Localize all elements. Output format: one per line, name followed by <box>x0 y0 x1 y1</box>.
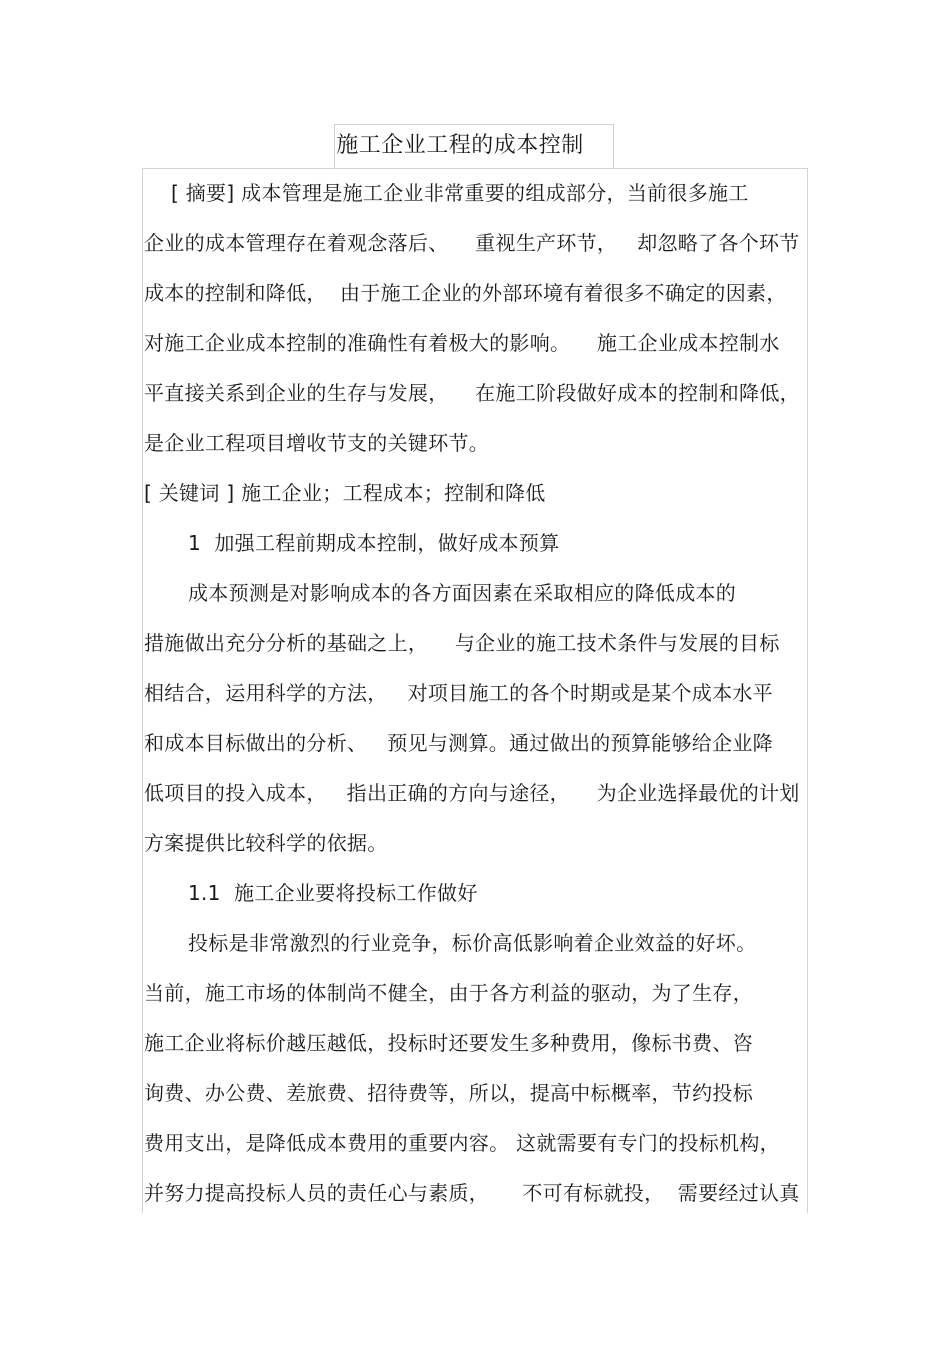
abstract-line-6: 是企业工程项目增收节支的关键环节。 <box>144 431 490 455</box>
document-title: 施工企业工程的成本控制 <box>336 133 584 158</box>
abstract-line-3: 成本的控制和降低， 由于施工企业的外部环境有着很多不确定的因素， <box>144 281 787 305</box>
paragraph-1-line-1: 成本预测是对影响成本的各方面因素在采取相应的降低成本的 <box>188 581 737 605</box>
abstract-line-2: 企业的成本管理存在着观念落后、 重视生产环节， 却忽略了各个环节 <box>144 231 800 255</box>
section-heading-1-1: 1.1 施工企业要将投标工作做好 <box>188 881 478 905</box>
paragraph-2-line-2: 当前，施工市场的体制尚不健全，由于各方利益的驱动，为了生存， <box>144 981 753 1005</box>
paragraph-2-line-1: 投标是非常激烈的行业竞争，标价高低影响着企业效益的好坏。 <box>188 931 757 955</box>
abstract-line-1: [ 摘要] 成本管理是施工企业非常重要的组成部分，当前很多施工 <box>171 181 749 205</box>
paragraph-1-line-3: 相结合，运用科学的方法， 对项目施工的各个时期或是某个成本水平 <box>144 681 773 705</box>
paragraph-2-line-4: 询费、办公费、差旅费、招待费等，所以，提高中标概率，节约投标 <box>144 1081 753 1105</box>
abstract-line-5: 平直接关系到企业的生存与发展， 在施工阶段做好成本的控制和降低， <box>144 381 800 405</box>
paragraph-1-line-5: 低项目的投入成本， 指出正确的方向与途径， 为企业选择最优的计划 <box>144 781 800 805</box>
paragraph-1-line-6: 方案提供比较科学的依据。 <box>144 831 388 855</box>
keywords-line: [ 关键词 ] 施工企业；工程成本；控制和降低 <box>144 481 546 505</box>
abstract-line-4: 对施工企业成本控制的准确性有着极大的影响。 施工企业成本控制水 <box>144 331 780 355</box>
paragraph-2-line-3: 施工企业将标价越压越低，投标时还要发生多种费用，像标书费、咨 <box>144 1031 753 1055</box>
paragraph-2-line-6: 并努力提高投标人员的责任心与素质， 不可有标就投， 需要经过认真 <box>144 1181 800 1205</box>
section-heading-1: 1 加强工程前期成本控制，做好成本预算 <box>188 531 560 555</box>
paragraph-1-line-4: 和成本目标做出的分析、 预见与测算。通过做出的预算能够给企业降 <box>144 731 773 755</box>
paragraph-1-line-2: 措施做出充分分析的基础之上， 与企业的施工技术条件与发展的目标 <box>144 631 780 655</box>
paragraph-2-line-5: 费用支出，是降低成本费用的重要内容。 这就需要有专门的投标机构， <box>144 1131 780 1155</box>
